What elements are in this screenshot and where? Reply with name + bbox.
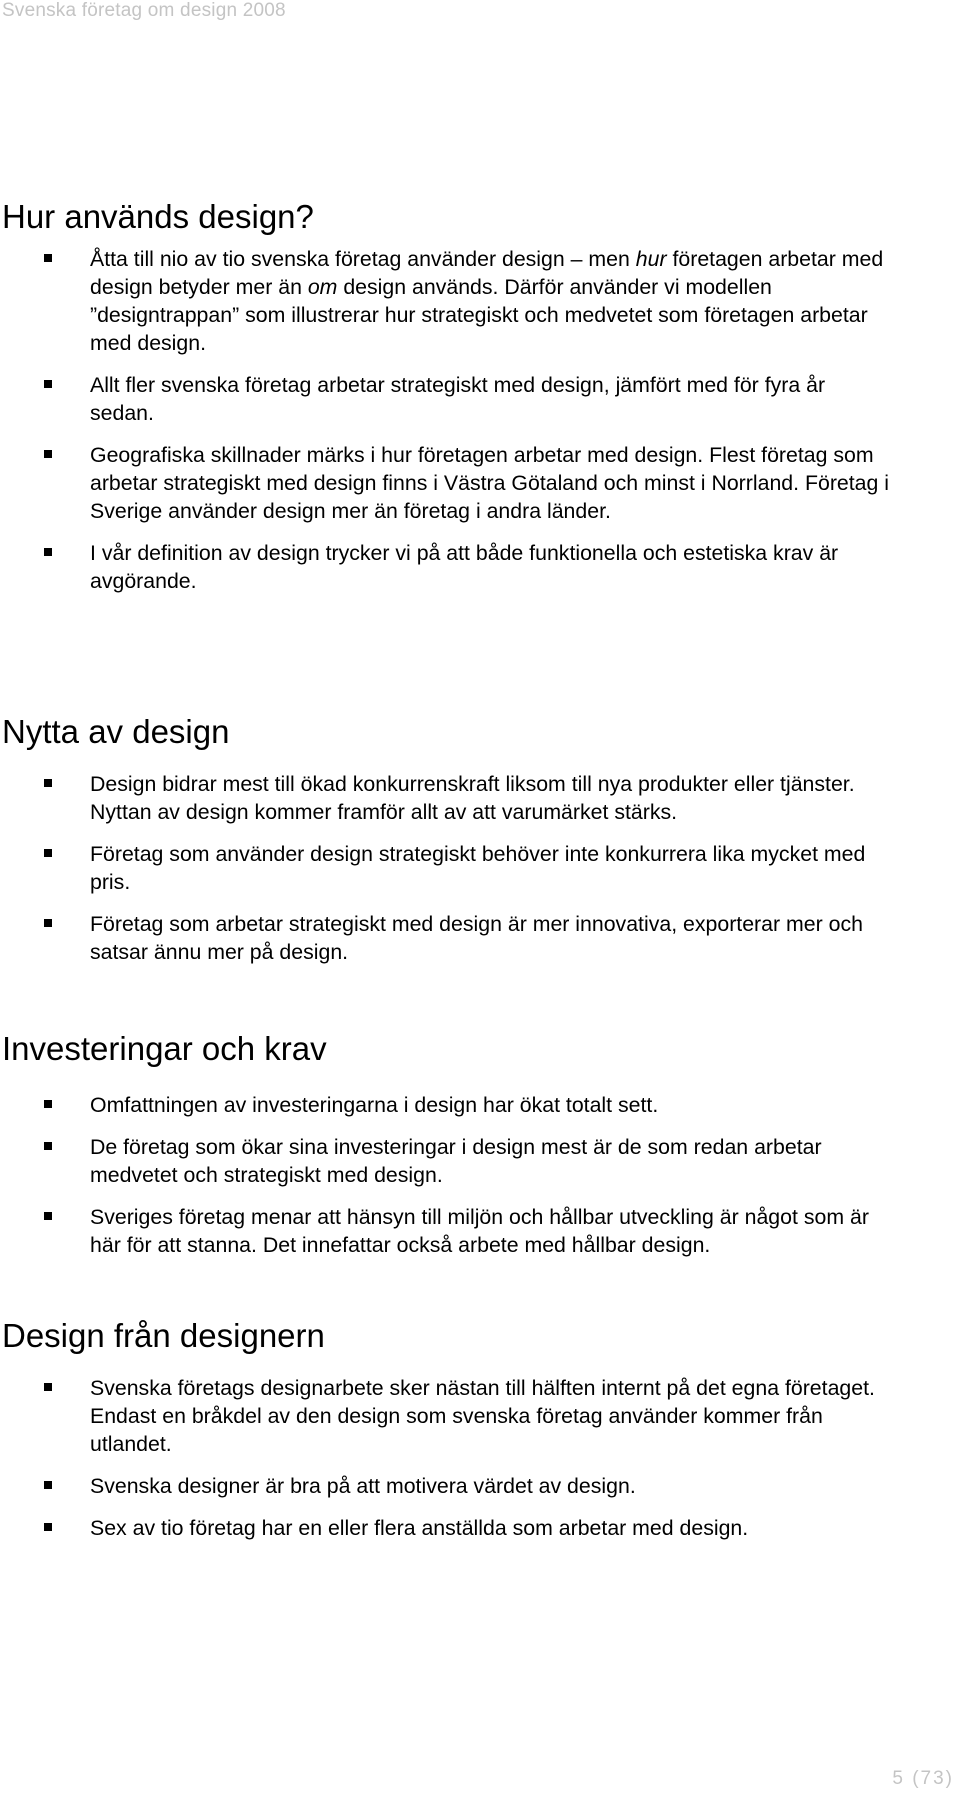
list-item [2,910,892,966]
square-bullet-icon [44,1212,52,1220]
list-item-text: Företag som arbetar strategiskt med design är mer innovativa, exporterar mer och satsar ännu mer på design. [90,912,863,964]
list-item [2,1374,892,1458]
list-item-text: I vår definition av design trycker vi på att både funktionella och estetiska krav är avgörande. [90,541,839,593]
square-bullet-icon [44,548,52,556]
list-item [2,1203,892,1259]
list-item [2,441,892,525]
list-item [2,1091,892,1119]
list-item-text: Sveriges företag menar att hänsyn till miljön och hållbar utveckling är något som är här för att stanna. Det innefattar också arbete med hållbar design. [90,1205,869,1257]
list-item-text: Åtta till nio av tio svenska företag använder design – men hur företagen arbetar med design betyder mer än om design används. Därför använder vi modellen ”designtrappan” som illustrerar hur strategiskt och medvetet som företagen arbetar med design. [90,247,884,355]
list-item-text: Svenska designer är bra på att motivera värdet av design. [90,1474,636,1498]
square-bullet-icon [44,849,52,857]
section-heading: Design från designern [2,1317,325,1354]
square-bullet-icon [44,1523,52,1531]
bullet-list [2,245,892,595]
running-header: Svenska företag om design 2008 [2,0,286,21]
list-item-text: Svenska företags designarbete sker nästan till hälften internt på det egna företaget. Endast en bråkdel av den design som svenska företag använder kommer från utlandet. [90,1376,875,1456]
list-item [2,1514,892,1542]
list-item [2,371,892,427]
bullet-list [2,1091,892,1259]
bullet-list [2,770,892,966]
square-bullet-icon [44,1481,52,1489]
list-item [2,539,892,595]
square-bullet-icon [44,450,52,458]
list-item [2,1133,892,1189]
square-bullet-icon [44,1383,52,1391]
bullet-list [2,1374,892,1542]
square-bullet-icon [44,1100,52,1108]
section-hur-anvands-design [2,197,892,609]
square-bullet-icon [44,380,52,388]
list-item [2,770,892,826]
section-nytta-av-design [2,712,892,980]
section-design-fran-designern [2,1316,892,1556]
section-heading: Investeringar och krav [2,1030,327,1067]
list-item-text: Allt fler svenska företag arbetar strategiskt med design, jämfört med för fyra år sedan. [90,373,826,425]
square-bullet-icon [44,254,52,262]
list-item-text: Design bidrar mest till ökad konkurrenskraft liksom till nya produkter eller tjänster. Nyttan av design kommer framför allt av att varumärket stärks. [90,772,855,824]
section-investeringar-och-krav [2,1029,892,1273]
list-item [2,245,892,357]
list-item-text: Omfattningen av investeringarna i design har ökat totalt sett. [90,1093,659,1117]
square-bullet-icon [44,919,52,927]
list-item-text: Sex av tio företag har en eller flera anställda som arbetar med design. [90,1516,749,1540]
square-bullet-icon [44,779,52,787]
page-number: 5 (73) [892,1768,954,1789]
section-heading: Hur används design? [2,198,314,235]
list-item [2,840,892,896]
list-item-text: Företag som använder design strategiskt behöver inte konkurrera lika mycket med pris. [90,842,866,894]
list-item-text: De företag som ökar sina investeringar i design mest är de som redan arbetar medvetet och strategiskt med design. [90,1135,822,1187]
section-heading: Nytta av design [2,713,230,750]
square-bullet-icon [44,1142,52,1150]
list-item-text: Geografiska skillnader märks i hur företagen arbetar med design. Flest företag som arbetar strategiskt med design finns i Västra Götaland och minst i Norrland. Företag i Sverige använder design mer än företag i andra länder. [90,443,890,523]
list-item [2,1472,892,1500]
